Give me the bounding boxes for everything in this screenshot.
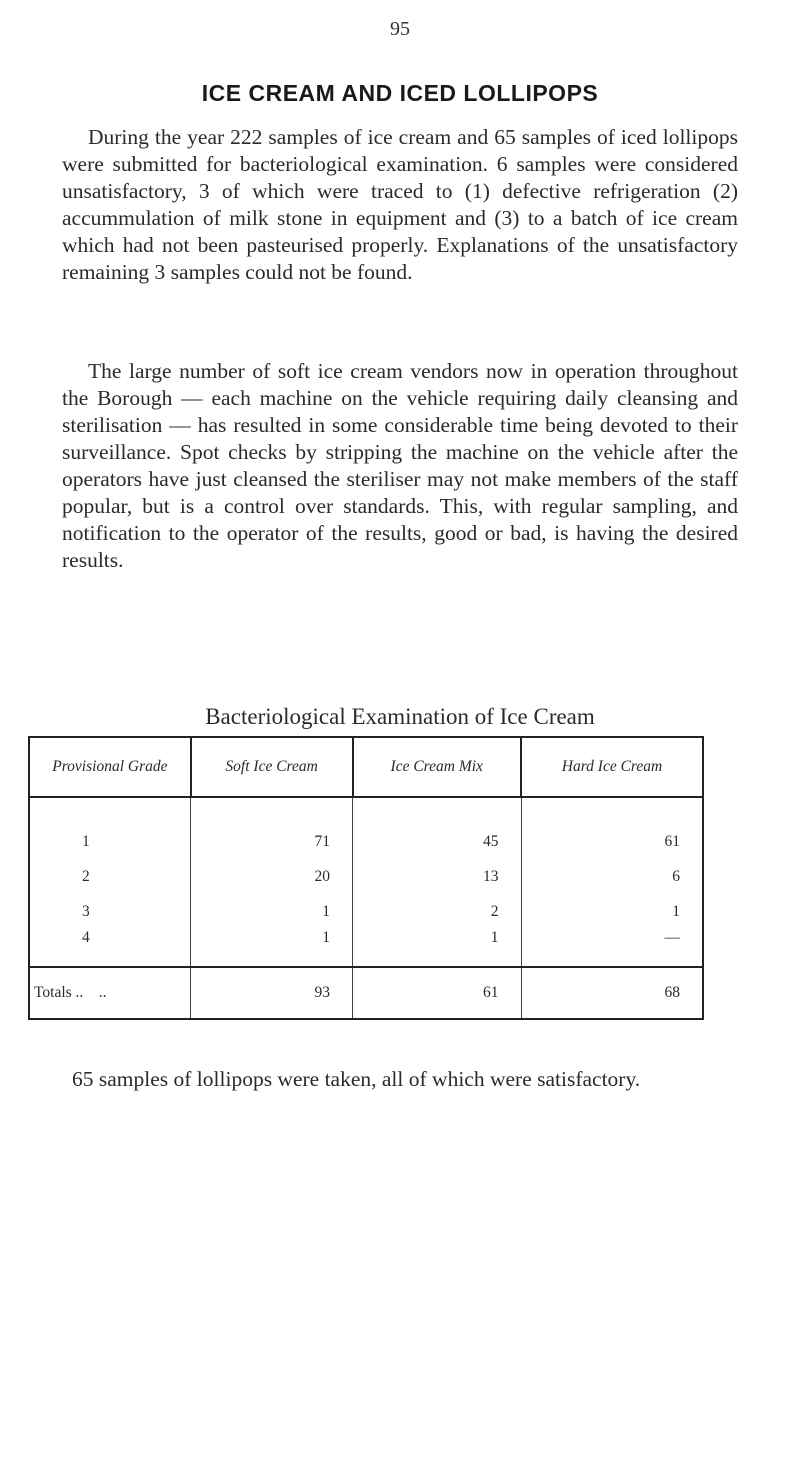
cell-grade: 1: [29, 797, 191, 859]
totals-soft: 93: [191, 967, 353, 1019]
cell-mix: 2: [353, 894, 522, 929]
cell-soft: 20: [191, 859, 353, 894]
totals-row: [29, 967, 703, 1019]
cell-soft: 1: [191, 894, 353, 929]
header-ice-cream-mix: Ice Cream Mix: [353, 737, 522, 797]
cell-mix: 13: [353, 859, 522, 894]
header-soft-ice-cream: Soft Ice Cream: [191, 737, 353, 797]
totals-label: Totals .. ..: [29, 967, 191, 1019]
cell-mix: 1: [353, 929, 522, 967]
cell-hard: 1: [521, 894, 703, 929]
paragraph-lollipops: 65 samples of lollipops were taken, all of which were satisfactory.: [72, 1067, 641, 1091]
header-provisional-grade: Provisional Grade: [29, 737, 191, 797]
cell-mix: 45: [353, 797, 522, 859]
paragraph-samples: During the year 222 samples of ice cream and 65 samples of iced lollipops were submitted for bacteriological examination. 6 samples were considered unsatisfactory, 3 of which were traced to (1) defective refrigeration (2) accummulation of milk stone in equipment and (3) to a batch of ice cream which had not been pasteurised properly. Explanations of the unsatisfactory remaining 3 samples could not be found.: [62, 125, 738, 284]
table-row: [29, 859, 703, 894]
cell-hard: —: [521, 929, 703, 967]
table-row: [29, 929, 703, 967]
paragraph-vendors: The large number of soft ice cream vendors now in operation throughout the Borough — each machine on the vehicle requiring daily cleansing and sterilisation — has resulted in some considerable time being devoted to their surveillance. Spot checks by stripping the machine on the vehicle after the operators have just cleansed the steriliser may not make members of the staff popular, but is a control over standards. This, with regular sampling, and notification to the operator of the results, good or bad, is having the desired results.: [62, 359, 738, 572]
table-caption: Bacteriological Examination of Ice Cream: [205, 704, 595, 729]
table-row: [29, 797, 703, 859]
cell-grade: 4: [29, 929, 191, 967]
totals-mix: 61: [353, 967, 522, 1019]
header-hard-ice-cream: Hard Ice Cream: [521, 737, 703, 797]
section-heading: ICE CREAM AND ICED LOLLIPOPS: [201, 80, 599, 106]
totals-hard: 68: [521, 967, 703, 1019]
bacteriological-table: [28, 736, 704, 1020]
table-header-row: [29, 737, 703, 797]
cell-hard: 6: [521, 859, 703, 894]
cell-soft: 1: [191, 929, 353, 967]
page-number: 95: [390, 18, 410, 40]
cell-grade: 2: [29, 859, 191, 894]
table-row: [29, 894, 703, 929]
cell-hard: 61: [521, 797, 703, 859]
cell-grade: 3: [29, 894, 191, 929]
cell-soft: 71: [191, 797, 353, 859]
